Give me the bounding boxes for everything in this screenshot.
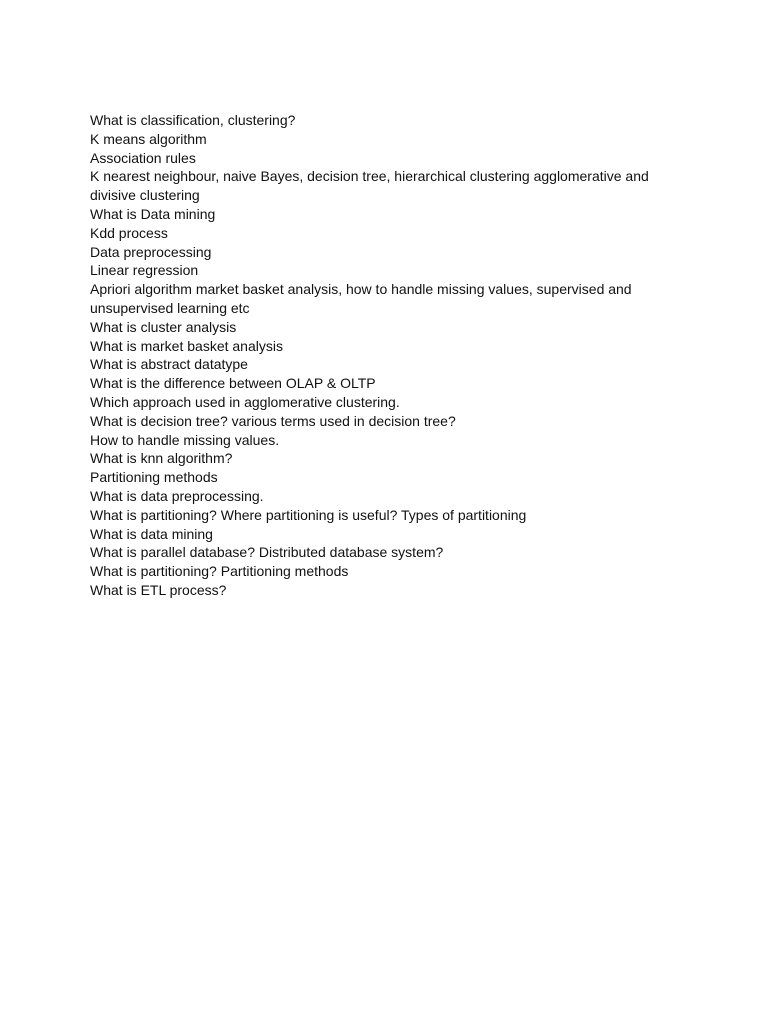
list-item: What is abstract datatype <box>90 356 248 373</box>
list-item: What is decision tree? various terms used in decision tree? <box>90 412 456 429</box>
list-item: What is the difference between OLAP & OLTP <box>90 375 376 392</box>
list-item: What is parallel database? Distributed database system? <box>90 544 444 561</box>
list-item: Linear regression <box>90 262 199 279</box>
list-item: Data preprocessing <box>90 243 212 260</box>
list-item: Which approach used in agglomerative clustering. <box>90 393 400 410</box>
list-item: What is partitioning? Partitioning methods <box>90 563 349 580</box>
list-item: What is partitioning? Where partitioning is useful? Types of partitioning <box>90 506 527 523</box>
list-item: K nearest neighbour, naive Bayes, decision tree, hierarchical clustering agglomerative and divisive clustering <box>90 168 649 204</box>
list-item: What is market basket analysis <box>90 337 283 354</box>
list-item: How to handle missing values. <box>90 431 280 448</box>
list-item: Apriori algorithm market basket analysis, how to handle missing values, supervised and unsupervised learning etc <box>90 281 632 316</box>
list-item: Kdd process <box>90 224 168 241</box>
list-item: What is Data mining <box>90 205 216 222</box>
list-item: Association rules <box>90 149 196 166</box>
list-item: What is cluster analysis <box>90 318 237 335</box>
question-list <box>90 111 650 600</box>
list-item: K means algorithm <box>90 130 207 147</box>
list-item: What is knn algorithm? <box>90 450 233 467</box>
list-item: What is data mining <box>90 525 213 542</box>
list-item: What is data preprocessing. <box>90 487 264 504</box>
list-item: What is ETL process? <box>90 581 227 598</box>
list-item: What is classification, clustering? <box>90 112 296 128</box>
list-item: Partitioning methods <box>90 469 218 486</box>
